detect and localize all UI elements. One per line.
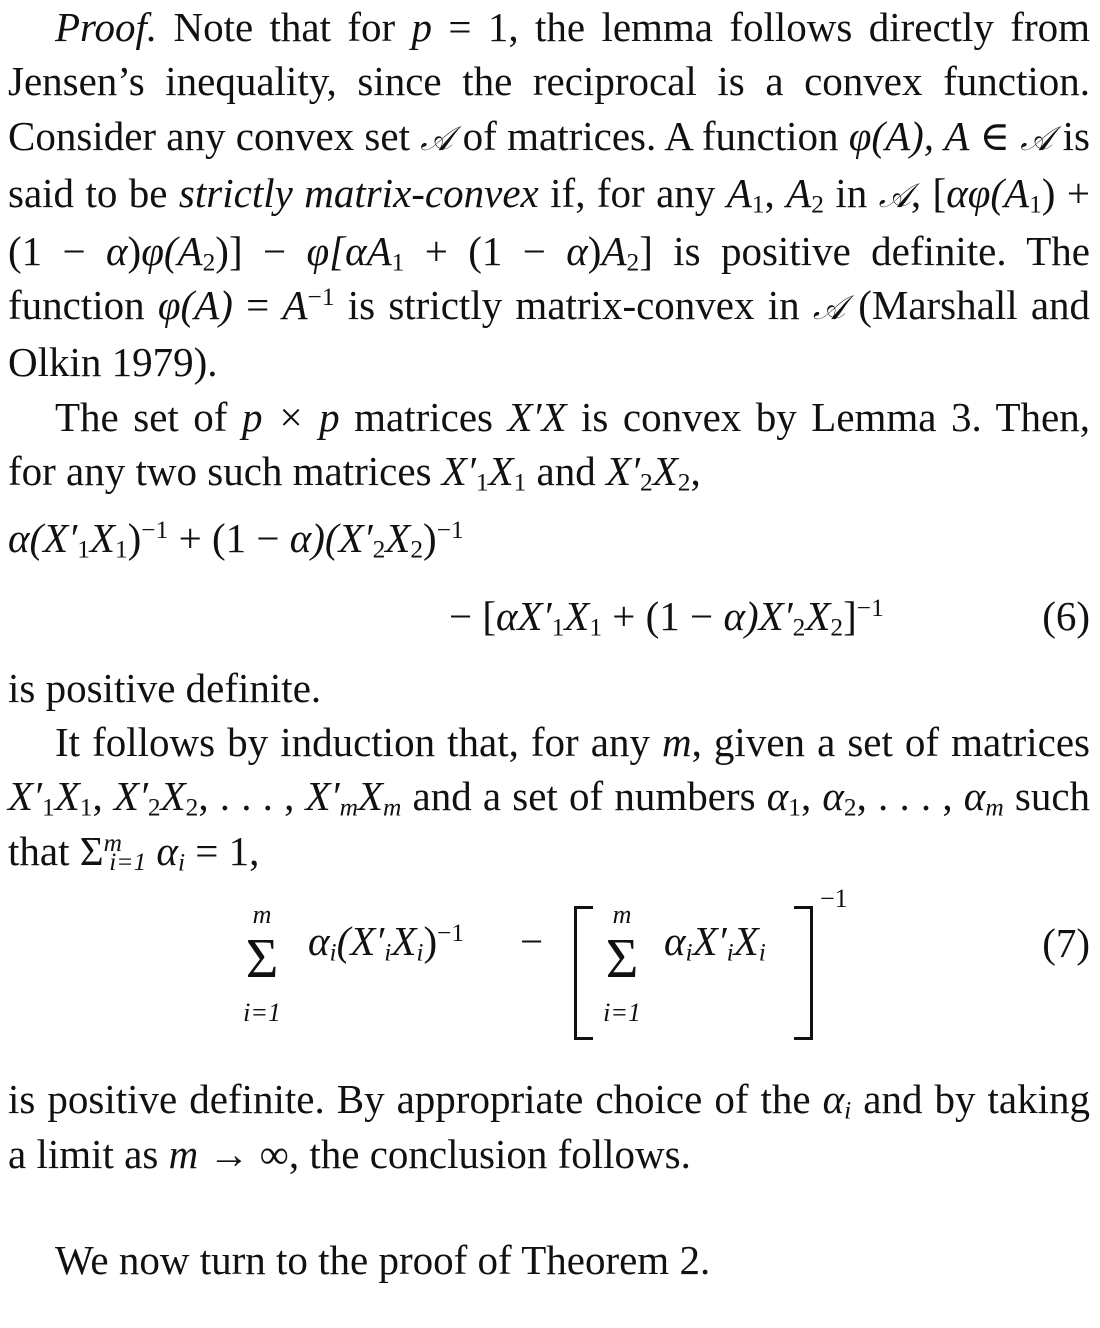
math-set-a: 𝒜 [1020, 118, 1053, 159]
equation-7-term-1 [308, 914, 464, 968]
math-alpha-phi: αφ(A [946, 170, 1030, 217]
math-x: X [54, 773, 80, 820]
math-prime: ′ [33, 773, 43, 820]
text-span: The set of [55, 393, 242, 440]
equation-7 [8, 878, 1090, 1064]
equation-6-line-1 [8, 511, 464, 565]
math-alpha: α [822, 773, 844, 820]
text-span: in [823, 170, 879, 217]
equation-number-6: (6) [1042, 592, 1090, 639]
subscript: 1 [751, 190, 765, 219]
subscript: 1 [513, 468, 527, 497]
sigma-symbol: Σ [245, 928, 279, 991]
math-x: X [357, 773, 383, 820]
subscript: m [339, 794, 358, 823]
math-x: X [652, 448, 678, 495]
subscript: 1 [114, 535, 128, 564]
subscript: i [177, 848, 185, 877]
text-span: and by taking a limit as [8, 1076, 1090, 1177]
math-x: X [160, 773, 186, 820]
subscript: 2 [626, 248, 640, 277]
text-span: , [690, 448, 701, 495]
eq-part: α(X′ [8, 514, 78, 561]
math-set-a: 𝒜 [878, 176, 911, 217]
eq-part: (X′ [336, 918, 385, 965]
text-span: , . . . , [198, 773, 306, 820]
bracket-exponent: −1 [820, 884, 848, 914]
text-span: ) [587, 227, 602, 274]
eq-part: α [664, 918, 686, 965]
math-x-prime: X′ [441, 448, 476, 495]
subscript: 1 [551, 613, 565, 642]
math-alpha: α [766, 773, 789, 820]
subscript: 1 [589, 613, 603, 642]
math-set-a: 𝒜 [812, 288, 845, 329]
subscript: 2 [843, 794, 857, 823]
eq-part: X [733, 918, 759, 965]
math-x-prime: X′ [605, 448, 640, 495]
math-x: X [8, 773, 34, 820]
math-alpha: α [963, 773, 986, 820]
text-span: It follows by induction that, for any [55, 719, 663, 766]
math-alpha: α [822, 1076, 845, 1123]
sum-lower-limit: i=1 [243, 998, 281, 1028]
subscript: 2 [372, 535, 386, 564]
eq-part: α)(X′ [289, 514, 373, 561]
superscript: −1 [141, 515, 169, 544]
text-span: ∈ [969, 112, 1021, 159]
subscript: i [384, 938, 392, 967]
subscript: m [382, 794, 402, 823]
eq-part: αX′ [496, 592, 552, 639]
math-a: A [282, 282, 308, 329]
subscript: 2 [830, 613, 844, 642]
eq-part: ) [423, 918, 438, 965]
eq-part: X [391, 918, 417, 965]
text-span: = 1, [185, 827, 260, 874]
math-phi-bracket: φ[αA [306, 227, 392, 274]
text-span: is convex by Lemma 3. Then, for any two such matrices [8, 393, 1090, 495]
text-span: = [232, 282, 283, 329]
subscript: 2 [811, 190, 824, 219]
math-m: m [168, 1130, 199, 1177]
math-xx: X′X [507, 393, 567, 440]
subscript: 2 [147, 794, 161, 823]
subscript: i [758, 938, 766, 967]
subscript: 1 [475, 468, 489, 497]
subscript: 1 [391, 248, 405, 277]
subscript: 1 [1029, 190, 1042, 219]
text-span: + (1 − [404, 227, 567, 274]
text-span: , [764, 170, 787, 217]
eq-part: α)X′ [723, 592, 793, 639]
eq-part: + (1 − [168, 514, 290, 561]
eq-part: ) [127, 514, 142, 561]
text-span: ) + (1 − [8, 170, 1090, 274]
math-phi: φ(A [141, 227, 203, 274]
subscript: 1 [79, 794, 93, 823]
subscript: i [329, 938, 337, 967]
text-span: is positive definite. By appropriate choice of the [8, 1076, 823, 1123]
math-alpha: α [566, 227, 588, 274]
text-span: and a set of numbers [401, 773, 767, 820]
eq-part: α [308, 918, 330, 965]
text-span: such that Σ [8, 773, 1091, 874]
conclusion-paragraph [8, 1072, 1090, 1181]
minus-sign: − [520, 918, 544, 965]
text-span: of matrices. A function [452, 112, 849, 159]
math-set-a: 𝒜 [420, 118, 453, 159]
equation-6 [8, 499, 1090, 661]
proof-paragraph [8, 0, 1090, 390]
subscript: i [726, 938, 734, 967]
subscript: 2 [792, 613, 806, 642]
subscript: i [844, 1096, 852, 1125]
text-span: )] − [215, 227, 307, 274]
subscript: i [685, 938, 693, 967]
superscript: m [103, 828, 122, 857]
sum-upper-limit: m [252, 900, 272, 930]
eq-part: X′ [692, 918, 727, 965]
superscript: −1 [436, 515, 464, 544]
right-bracket [794, 906, 813, 1040]
text-span: ] is positive definite. The function [8, 227, 1090, 329]
subscript: i=1 [109, 848, 147, 877]
superscript: −1 [856, 593, 884, 622]
math-pxp: p × p [241, 393, 340, 440]
text-span: , [800, 773, 823, 820]
subscript: 1 [42, 794, 55, 823]
math-x: X [305, 773, 331, 820]
eq-part: ) [423, 514, 437, 561]
subscript: 2 [185, 794, 199, 823]
subscript: 2 [639, 468, 653, 497]
subscript: 1 [77, 535, 90, 564]
text-span: is strictly matrix-convex in [334, 282, 813, 329]
superscript: −1 [307, 283, 335, 312]
text-span: if, for any [538, 170, 727, 217]
math-alpha: α [156, 827, 178, 874]
proof-page [8, 0, 1090, 1288]
equation-number-7: (7) [1042, 920, 1090, 967]
subscript: i [416, 938, 424, 967]
subscript: 1 [788, 794, 801, 823]
induction-paragraph [8, 715, 1090, 878]
theorem-transition: We now turn to the proof of Theorem 2. [55, 1237, 711, 1284]
left-bracket [574, 906, 593, 1040]
math-prime: ′ [330, 773, 340, 820]
eq-part: X [564, 592, 590, 639]
text-span: = 1, the lemma follows directly from Jensen’s inequality, since the reciprocal is a convex function. Consider any convex set [8, 4, 1091, 159]
text-span: ) [127, 227, 142, 274]
subscript: m [985, 794, 1004, 823]
math-x: X [113, 773, 139, 820]
math-a: A [726, 170, 752, 217]
eq-part: − [ [449, 592, 497, 639]
text-span: Note that for [157, 4, 412, 50]
math-p: p [411, 4, 433, 50]
superscript: −1 [437, 919, 465, 948]
text-span: (Marshall and Olkin 1979). [8, 282, 1091, 386]
text-span: → ∞, the conclusion follows. [198, 1130, 691, 1177]
subscript: 2 [677, 468, 691, 497]
text-span: , given a set of matrices [691, 719, 1090, 766]
math-prime: ′ [138, 773, 148, 820]
text-span: matrices [339, 393, 508, 440]
strictly-matrix-convex-term: strictly matrix-convex [178, 170, 539, 217]
text-span [146, 828, 156, 874]
math-phi-a: φ(A), A [848, 112, 970, 159]
sigma-symbol: Σ [605, 928, 639, 991]
equation-7-term-2 [664, 914, 766, 968]
eq-part: X [89, 514, 115, 561]
text-span: is said to be [8, 112, 1091, 217]
eq-part: ] [843, 592, 857, 639]
lemma-paragraph [8, 390, 1090, 499]
math-phi-def: φ(A) [157, 282, 233, 329]
positive-definite-line: is positive definite. [8, 664, 322, 711]
equation-6-line-2 [449, 589, 884, 643]
math-a: A [786, 170, 812, 217]
eq-part: X [805, 592, 831, 639]
math-x: X [488, 448, 514, 495]
math-a: A [601, 227, 627, 274]
text-span: , [92, 773, 114, 820]
subscript: 2 [202, 248, 216, 277]
math-m: m [662, 719, 692, 766]
subscript: 2 [410, 535, 424, 564]
text-span: , [ [910, 170, 947, 217]
math-alpha: α [106, 227, 128, 274]
text-span: and [526, 448, 606, 495]
eq-part: + (1 − [602, 592, 724, 639]
text-span: , . . . , [856, 773, 964, 820]
sum-upper-limit: m [612, 900, 632, 930]
proof-label: Proof. [55, 4, 158, 50]
eq-part: X [385, 514, 411, 561]
sum-lower-limit: i=1 [603, 998, 641, 1028]
